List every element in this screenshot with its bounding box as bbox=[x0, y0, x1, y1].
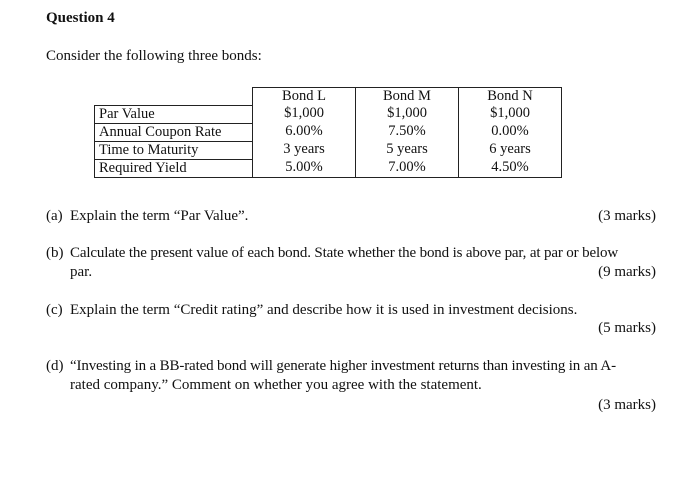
table-cell: $1,000 bbox=[253, 105, 356, 123]
table-cell: 5 years bbox=[356, 141, 459, 159]
question-a bbox=[46, 207, 606, 227]
table-cell: 4.50% bbox=[459, 159, 562, 177]
marks-label: (9 marks) bbox=[598, 264, 656, 280]
intro-text: Consider the following three bonds: bbox=[46, 48, 262, 64]
question-text: Explain the term “Credit rating” and describe how it is used in investment decisions. bbox=[70, 302, 578, 318]
question-text: Calculate the present value of each bond. State whether the bond is above par, at par or below bbox=[70, 245, 619, 261]
table-header-row bbox=[95, 88, 562, 106]
question-text: “Investing in a BB-rated bond will generate higher investment returns than investing in an A- bbox=[70, 358, 616, 374]
table-cell: 6.00% bbox=[253, 123, 356, 141]
table-row bbox=[95, 159, 562, 177]
row-label: Required Yield bbox=[95, 159, 253, 177]
table-cell: 5.00% bbox=[253, 159, 356, 177]
table-cell: 6 years bbox=[459, 141, 562, 159]
question-text: par. bbox=[70, 264, 93, 280]
bonds-table bbox=[94, 87, 562, 178]
question-letter: (b) bbox=[46, 245, 64, 261]
question-d bbox=[46, 357, 696, 397]
marks-label: (3 marks) bbox=[598, 208, 656, 224]
table-cell: 3 years bbox=[253, 141, 356, 159]
question-letter: (d) bbox=[46, 358, 64, 374]
row-label: Par Value bbox=[95, 105, 253, 123]
question-letter: (a) bbox=[46, 208, 63, 224]
table-corner-cell bbox=[95, 88, 253, 106]
question-heading: Question 4 bbox=[46, 10, 115, 26]
row-label: Time to Maturity bbox=[95, 141, 253, 159]
table-row bbox=[95, 123, 562, 141]
question-text: rated company.” Comment on whether you agree with the statement. bbox=[70, 377, 482, 393]
table-cell: 7.50% bbox=[356, 123, 459, 141]
question-letter: (c) bbox=[46, 302, 63, 318]
column-header: Bond L bbox=[253, 88, 356, 106]
question-text: Explain the term “Par Value”. bbox=[70, 208, 249, 224]
column-header: Bond N bbox=[459, 88, 562, 106]
table-row bbox=[95, 141, 562, 159]
table-cell: 7.00% bbox=[356, 159, 459, 177]
marks-label: (3 marks) bbox=[598, 397, 656, 413]
table-cell: 0.00% bbox=[459, 123, 562, 141]
marks-label: (5 marks) bbox=[598, 320, 656, 336]
row-label: Annual Coupon Rate bbox=[95, 123, 253, 141]
table-row bbox=[95, 105, 562, 123]
question-c bbox=[46, 301, 686, 321]
table-cell: $1,000 bbox=[459, 105, 562, 123]
table-cell: $1,000 bbox=[356, 105, 459, 123]
column-header: Bond M bbox=[356, 88, 459, 106]
